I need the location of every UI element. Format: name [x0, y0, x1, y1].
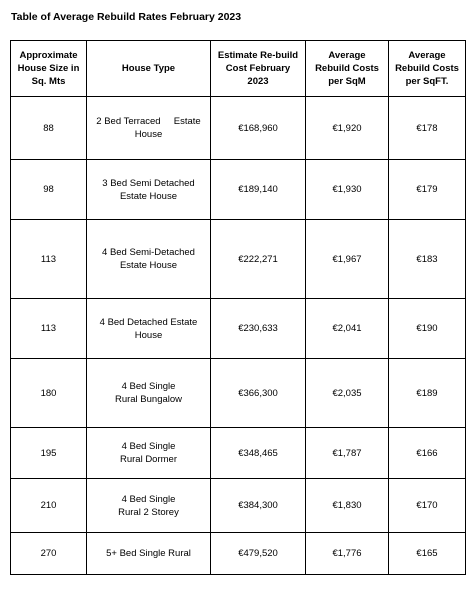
cell-per-sqm: €1,776 — [306, 533, 389, 575]
cell-cost: €384,300 — [211, 479, 306, 533]
cell-house-type: 4 Bed Single Rural 2 Storey — [87, 479, 211, 533]
cell-per-sqft: €165 — [389, 533, 466, 575]
cell-per-sqft: €189 — [389, 359, 466, 428]
cell-house-type: 4 Bed Single Rural Dormer — [87, 428, 211, 479]
table-row — [11, 299, 466, 359]
cell-size: 113 — [11, 220, 87, 299]
cell-house-type: 5+ Bed Single Rural — [87, 533, 211, 575]
header-house-type: House Type — [87, 41, 211, 97]
cell-cost: €366,300 — [211, 359, 306, 428]
cell-house-type: 4 Bed Single Rural Bungalow — [87, 359, 211, 428]
table-row — [11, 428, 466, 479]
cell-size: 210 — [11, 479, 87, 533]
table-row — [11, 479, 466, 533]
table-header-row — [11, 41, 466, 97]
table-row — [11, 533, 466, 575]
cell-per-sqm: €2,035 — [306, 359, 389, 428]
header-house-size: Approximate House Size in Sq. Mts — [11, 41, 87, 97]
page-title: Table of Average Rebuild Rates February 2023 — [11, 11, 242, 23]
cell-size: 195 — [11, 428, 87, 479]
cell-cost: €222,271 — [211, 220, 306, 299]
cell-size: 180 — [11, 359, 87, 428]
table-row — [11, 220, 466, 299]
cell-per-sqm: €1,830 — [306, 479, 389, 533]
table-row — [11, 97, 466, 160]
cell-per-sqm: €1,967 — [306, 220, 389, 299]
cell-house-type: 4 Bed Semi-Detached Estate House — [87, 220, 211, 299]
cell-cost: €479,520 — [211, 533, 306, 575]
cell-per-sqm: €1,920 — [306, 97, 389, 160]
cell-per-sqft: €178 — [389, 97, 466, 160]
cell-per-sqft: €190 — [389, 299, 466, 359]
cell-per-sqft: €170 — [389, 479, 466, 533]
cell-house-type: 3 Bed Semi Detached Estate House — [87, 160, 211, 220]
table-row — [11, 359, 466, 428]
cell-house-type: 4 Bed Detached Estate House — [87, 299, 211, 359]
header-estimate-cost: Estimate Re-build Cost February 2023 — [211, 41, 306, 97]
cell-size: 270 — [11, 533, 87, 575]
cell-house-type: 2 Bed Terraced Estate House — [87, 97, 211, 160]
cell-cost: €348,465 — [211, 428, 306, 479]
table-row — [11, 160, 466, 220]
cell-size: 113 — [11, 299, 87, 359]
cell-cost: €189,140 — [211, 160, 306, 220]
cell-size: 88 — [11, 97, 87, 160]
header-cost-per-sqft: Average Rebuild Costs per SqFT. — [389, 41, 466, 97]
cell-cost: €168,960 — [211, 97, 306, 160]
header-cost-per-sqm: Average Rebuild Costs per SqM — [306, 41, 389, 97]
cell-per-sqft: €183 — [389, 220, 466, 299]
cell-cost: €230,633 — [211, 299, 306, 359]
cell-size: 98 — [11, 160, 87, 220]
cell-per-sqft: €179 — [389, 160, 466, 220]
cell-per-sqm: €1,930 — [306, 160, 389, 220]
rebuild-rates-table — [10, 40, 466, 575]
cell-per-sqm: €2,041 — [306, 299, 389, 359]
cell-per-sqm: €1,787 — [306, 428, 389, 479]
cell-per-sqft: €166 — [389, 428, 466, 479]
